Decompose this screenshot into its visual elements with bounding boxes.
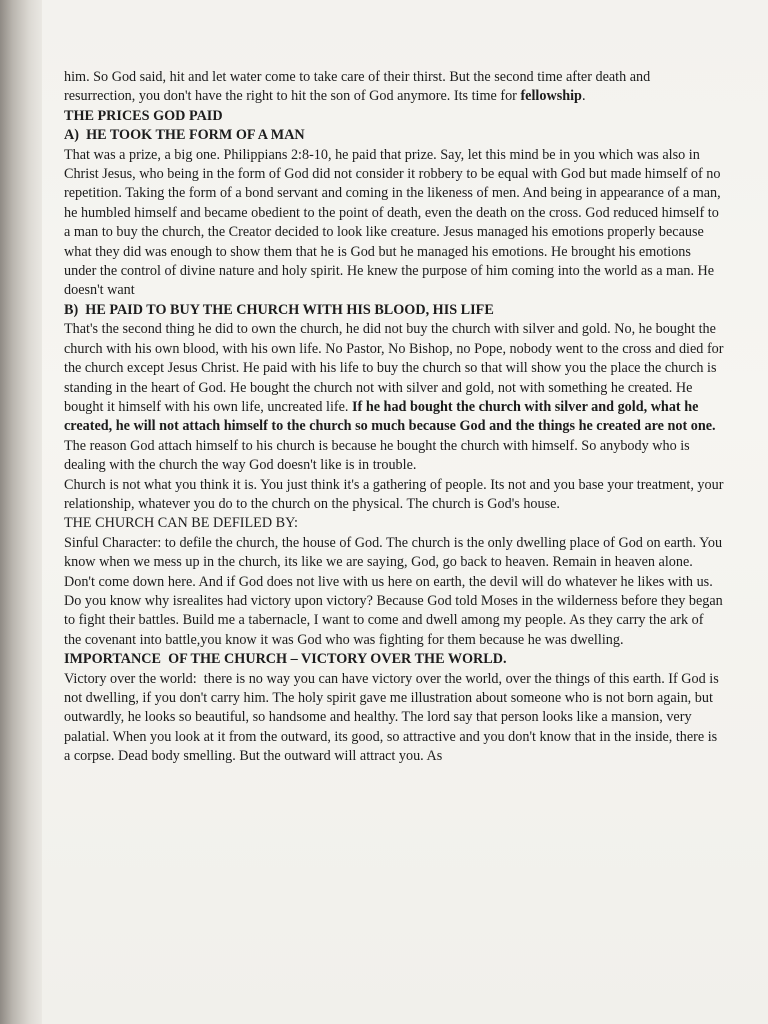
paragraph-victory-over-world: Victory over the world: there is no way you can have victory over the world, over the things of this earth. If God is not dwelling, if you don't carry him. The holy spirit gave me illustration about someone who is not born again, but outwardly, he looks so beautiful, so handsome and healthy. The lord say that person looks like a mansion, very palatial. When you look at it from the outward, its good, so attractive and you don't know that in the inside, there is a corpse. Dead body smelling. But the outward will attract you. As: [64, 670, 719, 765]
document-page: [42, 0, 768, 1024]
paragraph-form-of-man: That was a prize, a big one. Philippians 2:8-10, he paid that prize. Say, let this mind be in you which was also in Christ Jesus, who being in the form of God did not consider it robbery to be equal with God but made himself of no repetition. Taking the form of a bond servant and coming in the likeness of men. And being in appearance of a man, he humbled himself and became obedient to the point of death, even the death on the cross. God reduced himself to a man to buy the church, the Creator decided to look like creature. Jesus managed his emotions properly because what they did was enough to show them that he is God but he managed his emotions. He brought his emotions under the control of divine nature and holy spirit. He knew the purpose of him coming into the world as a man. He doesn't want: [64, 146, 721, 299]
book-spine-shadow: [0, 0, 42, 1024]
heading-a-form-of-man: A) HE TOOK THE FORM OF A MAN: [64, 127, 305, 144]
paragraph-b-text-end: The reason God attach himself to his church is because he bought the church with himself. So anybody who is dealing with the church the way God doesn't like is in trouble.: [64, 437, 690, 474]
heading-b-paid-with-blood: B) HE PAID TO BUY THE CHURCH WITH HIS BLOOD, HIS LIFE: [64, 301, 494, 318]
heading-church-defiled: THE CHURCH CAN BE DEFILED BY:: [64, 515, 298, 532]
paragraph-bought-church: [64, 320, 724, 475]
paragraph-b-text: That's the second thing he did to own the church, he did not buy the church with silver and gold. No, he bought the church with his own blood, with his own life. No Pastor, No Bishop, no Pope, nobody went to the cross and died for the church except Jesus Christ. He paid with his life to buy the church so that will show you the place the church is standing in the heart of God. He bought the church not with silver and gold, not with something he created. He bought it himself with his own life, uncreated life.: [64, 321, 724, 415]
intro-paragraph: [64, 68, 724, 107]
heading-prices-god-paid: THE PRICES GOD PAID: [64, 107, 223, 124]
intro-end: .: [581, 88, 586, 105]
heading-importance-of-church: IMPORTANCE OF THE CHURCH – VICTORY OVER THE WORLD.: [64, 651, 507, 668]
paragraph-church-is-gods-house: Church is not what you think it is. You just think it's a gathering of people. Its not and you base your treatment, your relationship, whatever you do to the church on the physical. The church is God's house.: [64, 476, 724, 512]
intro-text: him. So God said, hit and let water come to take care of their thirst. But the second time after death and resurrection, you don't have the right to hit the son of God anymore. Its time for: [64, 69, 651, 105]
intro-bold-word: fellowship: [520, 88, 582, 105]
page-content: [64, 68, 724, 767]
paragraph-b-bold: If he had bought the church with silver and gold, what he created, he will not attach himself to the church so much because God and the things he created are not one.: [64, 398, 716, 435]
paragraph-sinful-character: Sinful Character: to defile the church, the house of God. The church is the only dwelling place of God on earth. You know when we mess up in the church, its like we are saying, God, go back to heaven. Remain in heaven alone. Don't come down here. And if God does not live with us here on earth, the devil will do whatever he likes with us. Do you know why isrealites had victory upon victory? Because God told Moses in the wilderness before they began to fight their battles. Build me a tabernacle, I want to come and dwell among my people. As they carry the ark of the covenant into battle,you know it was God who was fighting for them because he was dwelling.: [64, 534, 723, 648]
